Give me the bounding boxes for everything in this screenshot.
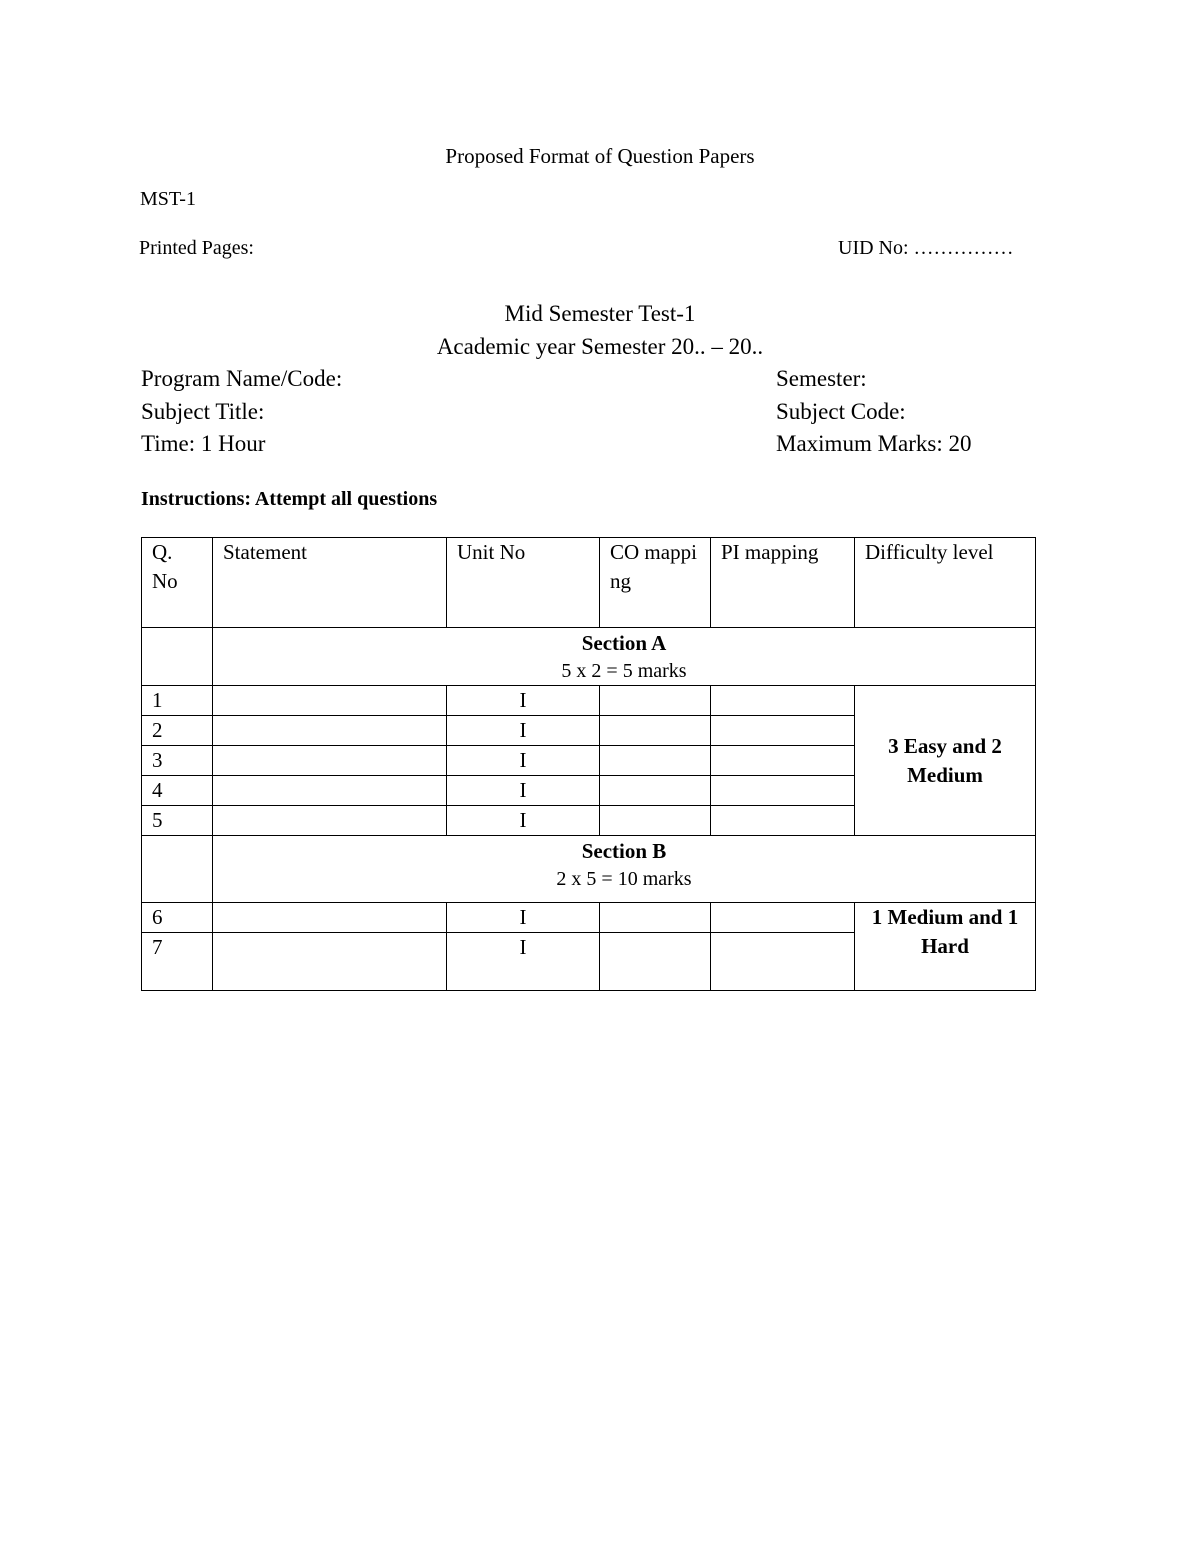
pi-cell: [711, 716, 855, 746]
academic-year: Academic year Semester 20.. – 20..: [436, 334, 764, 359]
statement-cell: [213, 686, 447, 716]
table-row: [142, 686, 1036, 716]
pi-cell: [711, 776, 855, 806]
section-a-difficulty: 3 Easy and 2 Medium: [855, 686, 1036, 836]
qno-cell: 2: [142, 716, 213, 746]
section-b-blank: [142, 836, 213, 903]
co-cell: [600, 746, 711, 776]
unit-cell: I: [447, 903, 600, 933]
program-label: Program Name/Code:: [141, 366, 343, 391]
qno-cell: 5: [142, 806, 213, 836]
printed-pages-label: Printed Pages:: [139, 237, 254, 259]
header-pi: PI mapping: [711, 538, 855, 628]
uid-label: UID No: ……………: [838, 237, 1014, 259]
header-difficulty: Difficulty level: [855, 538, 1036, 628]
unit-cell: I: [447, 746, 600, 776]
co-cell: [600, 806, 711, 836]
section-a-title: Section A: [581, 631, 667, 655]
pi-cell: [711, 903, 855, 933]
unit-cell: I: [447, 933, 600, 991]
test-code: MST-1: [140, 188, 196, 210]
time-label: Time: 1 Hour: [141, 431, 266, 456]
header-statement: Statement: [213, 538, 447, 628]
co-cell: [600, 933, 711, 991]
section-a-blank: [142, 628, 213, 686]
section-a-cell: [213, 628, 1036, 686]
statement-cell: [213, 933, 447, 991]
qno-cell: 3: [142, 746, 213, 776]
subject-code-label: Subject Code:: [776, 399, 906, 424]
header-co: CO mapping: [600, 538, 711, 628]
question-table: [141, 537, 1036, 991]
semester-label: Semester:: [776, 366, 867, 391]
document-title: Proposed Format of Question Papers: [445, 144, 755, 168]
statement-cell: [213, 903, 447, 933]
subject-title-label: Subject Title:: [141, 399, 265, 424]
section-b-cell: [213, 836, 1036, 903]
section-b-difficulty: 1 Medium and 1 Hard: [855, 903, 1036, 991]
pi-cell: [711, 806, 855, 836]
max-marks-label: Maximum Marks: 20: [776, 431, 972, 456]
header-qno: Q. No: [142, 538, 213, 628]
table-header-row: [142, 538, 1036, 628]
qno-cell: 7: [142, 933, 213, 991]
instructions: Instructions: Attempt all questions: [141, 488, 438, 510]
qno-cell: 4: [142, 776, 213, 806]
section-b-marks: 2 x 5 = 10 marks: [556, 868, 692, 890]
section-a-marks: 5 x 2 = 5 marks: [561, 660, 687, 682]
unit-cell: I: [447, 716, 600, 746]
statement-cell: [213, 716, 447, 746]
co-cell: [600, 903, 711, 933]
co-cell: [600, 776, 711, 806]
unit-cell: I: [447, 776, 600, 806]
section-b-title: Section B: [581, 839, 667, 863]
unit-cell: I: [447, 806, 600, 836]
co-cell: [600, 716, 711, 746]
qno-cell: 1: [142, 686, 213, 716]
statement-cell: [213, 746, 447, 776]
pi-cell: [711, 933, 855, 991]
unit-cell: I: [447, 686, 600, 716]
table-row: [142, 903, 1036, 933]
statement-cell: [213, 776, 447, 806]
co-cell: [600, 686, 711, 716]
section-b-row: [142, 836, 1036, 903]
pi-cell: [711, 746, 855, 776]
header-unit: Unit No: [447, 538, 600, 628]
section-a-row: [142, 628, 1036, 686]
qno-cell: 6: [142, 903, 213, 933]
pi-cell: [711, 686, 855, 716]
statement-cell: [213, 806, 447, 836]
exam-title: Mid Semester Test-1: [504, 301, 696, 326]
